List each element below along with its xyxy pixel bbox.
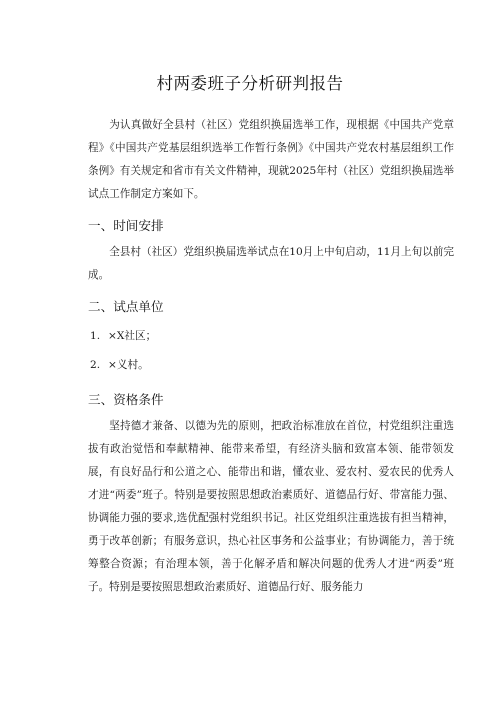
schedule-paragraph: 全县村（社区）党组织换届选举试点在10月上中旬启动，11月上旬以前完成。 xyxy=(88,246,454,281)
list-item-text: ×X社区； xyxy=(108,330,157,342)
list-item-number: 2. xyxy=(90,359,101,371)
document-body xyxy=(88,114,454,599)
list-item-text: ×义村。 xyxy=(108,359,149,371)
qualifications-paragraph: 坚持德才兼备、以德为先的原则，把政治标准放在首位，村党组织注重选拔有政治觉悟和奉献精神、能带来希望，有经济头脑和致富本领、能带领发展，有良好品行和公道之心、能带出和谐，懂农业、爱农村、爱农民的优秀人才进“两委”班子。特别是要按照思想政治素质好、道德品行好、带富能力强、协调能力强的要求,选优配强村党组织书记。社区党组织注重选拔有担当精神，勇于改革创新；有服务意识，热心社区事务和公益事业；有协调能力，善于统筹整合资源；有治理本领，善于化解矛盾和解决问题的优秀人才进“两委”班子。特别是要按照思想政治素质好、道德品行好、服务能力 xyxy=(88,420,454,593)
section-heading-pilot-units: 二、试点单位 xyxy=(88,299,164,314)
section-heading-schedule: 一、时间安排 xyxy=(88,218,164,233)
document-title: 村两委班子分析研判报告 xyxy=(156,74,344,93)
list-item xyxy=(88,351,454,380)
intro-paragraph: 为认真做好全县村（社区）党组织换届选举工作，现根据《中国共产党章程》《中国共产党基层组织选举工作暂行条例》《中国共产党农村基层组织工作条例》有关规定和省市有关文件精神，现就2025年村（社区）党组织换届选举试点工作制定方案如下。 xyxy=(88,119,454,200)
section-heading-qualifications: 三、资格条件 xyxy=(88,392,164,407)
list-item xyxy=(88,322,454,351)
list-item-number: 1. xyxy=(90,330,101,342)
